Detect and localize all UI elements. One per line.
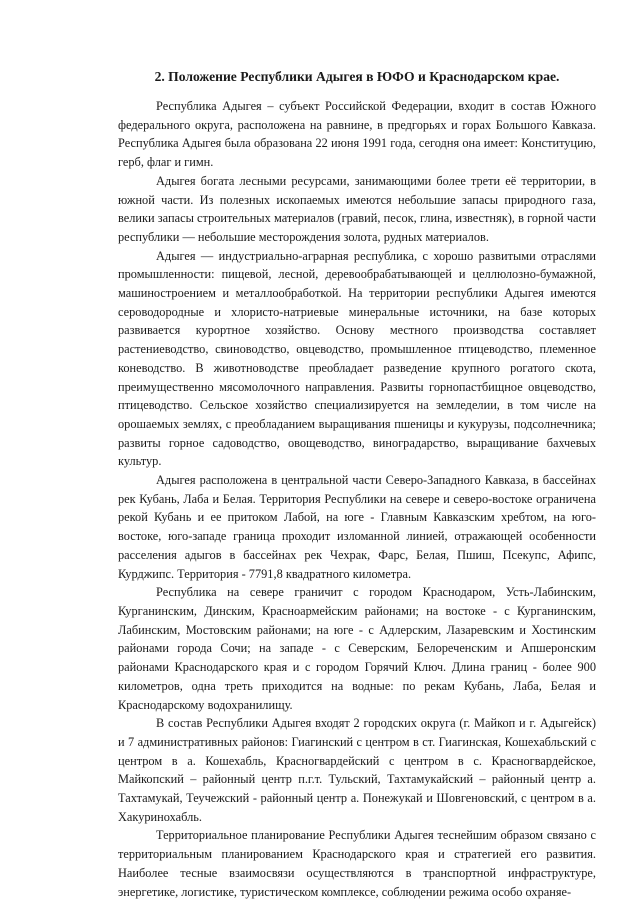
paragraph-borders: Республика на севере граничит с городом Краснодаром, Усть-Лабинским, Курганинским, Динским, Красноармейским районами; на востоке - с Курганинским, Лабинским, Мостовским районами; на юге - с Адлерским, Лазаревским и Хостинским районами города Сочи; на западе - с Северским, Белореченским и Апшеронским районами Краснодарского края и с городом Горячий Ключ. Длина границ - более 900 километров, одна треть приходится на водные: по рекам Кубань, Лаба, Белая и Краснодарскому водохранилищу.	[118, 585, 596, 712]
paragraph-districts: В состав Республики Адыгея входят 2 городских округа (г. Майкоп и г. Адыгейск) и 7 административных районов: Гиагинский с центром в ст. Гиагинская, Кошехабльский с центром в а. Кошехабль, Красногвардейский с центром в с. Красногвардейское, Майкопский – районный центр п.г.т. Тульский, Тахтамукайский – районный центр а. Тахтамукай, Теучежский - районный центр а. Понежукай и Шовгеновский, с центром в а. Хакуринохабль.	[118, 716, 596, 824]
paragraph-resources: Адыгея богата лесными ресурсами, занимающими более трети её территории, в южной части. Из полезных ископаемых имеются небольшие запасы природного газа, велики запасы строительных материалов (гравий, песок, глина, известняк), в горной части республики — небольшие месторождения золота, рудных материалов.	[118, 173, 596, 244]
paragraph-economy: Адыгея — индустриально-аграрная республика, с хорошо развитыми отраслями промышленности: пищевой, лесной, деревообрабатывающей и целлюлозно-бумажной, машиностроением и металлообработкой. На территории республики Адыгея имеются сероводородные и хлористо-натриевые минеральные источники, на базе которых развивается курортное хозяйство. Основу местного производства составляет растениеводство, свиноводство, овцеводство, промышленное птицеводство, племенное коневодство. В животноводстве преобладает разведение крупного рогатого скота, преимущественно мясомолочного направления. Развиты горнопастбищное овцеводство, птицеводство. Сельское хозяйство специализируется на земледелии, в том числе на орошаемых землях, с преобладанием выращивания пшеницы и кукурузы, подсолнечника; развиты горное садоводство, овощеводство, виноградарство, выращивание бахчевых культур.	[118, 248, 596, 469]
document-page	[118, 68, 596, 901]
paragraph-status: Республика Адыгея – субъект Российской Федерации, входит в состав Южного федерального округа, расположена на равнине, в предгорьях и горах Большого Кавказа. Республика Адыгея была образована 22 июня 1991 года, сегодня она имеет: Конституцию, герб, флаг и гимн.	[118, 99, 596, 170]
paragraph-geography: Адыгея расположена в центральной части Северо-Западного Кавказа, в бассейнах рек Кубань, Лаба и Белая. Территория Республики на севере и северо-востоке ограничена рекой Кубань и ее притоком Лабой, на юге - Главным Кавказским хребтом, на юго-востоке, юго-западе граница проходит изломанной линией, отражающей особенности расселения адыгов в бассейнах рек Чехрак, Фарс, Белая, Пшиш, Псекупс, Афипс, Курджипс. Территория - 7791,8 квадратного километра.	[118, 473, 596, 581]
section-heading: 2. Положение Республики Адыгея в ЮФО и Краснодарском крае.	[154, 69, 560, 84]
paragraph-planning: Территориальное планирование Республики Адыгея теснейшим образом связано с территориальным планированием Краснодарского края и стратегией его развития. Наиболее тесные взаимосвязи осуществляются в транспортной инфраструктуре, энергетике, логистике, туристическом комплексе, соблюдении режима особо охраняе-	[118, 828, 596, 899]
